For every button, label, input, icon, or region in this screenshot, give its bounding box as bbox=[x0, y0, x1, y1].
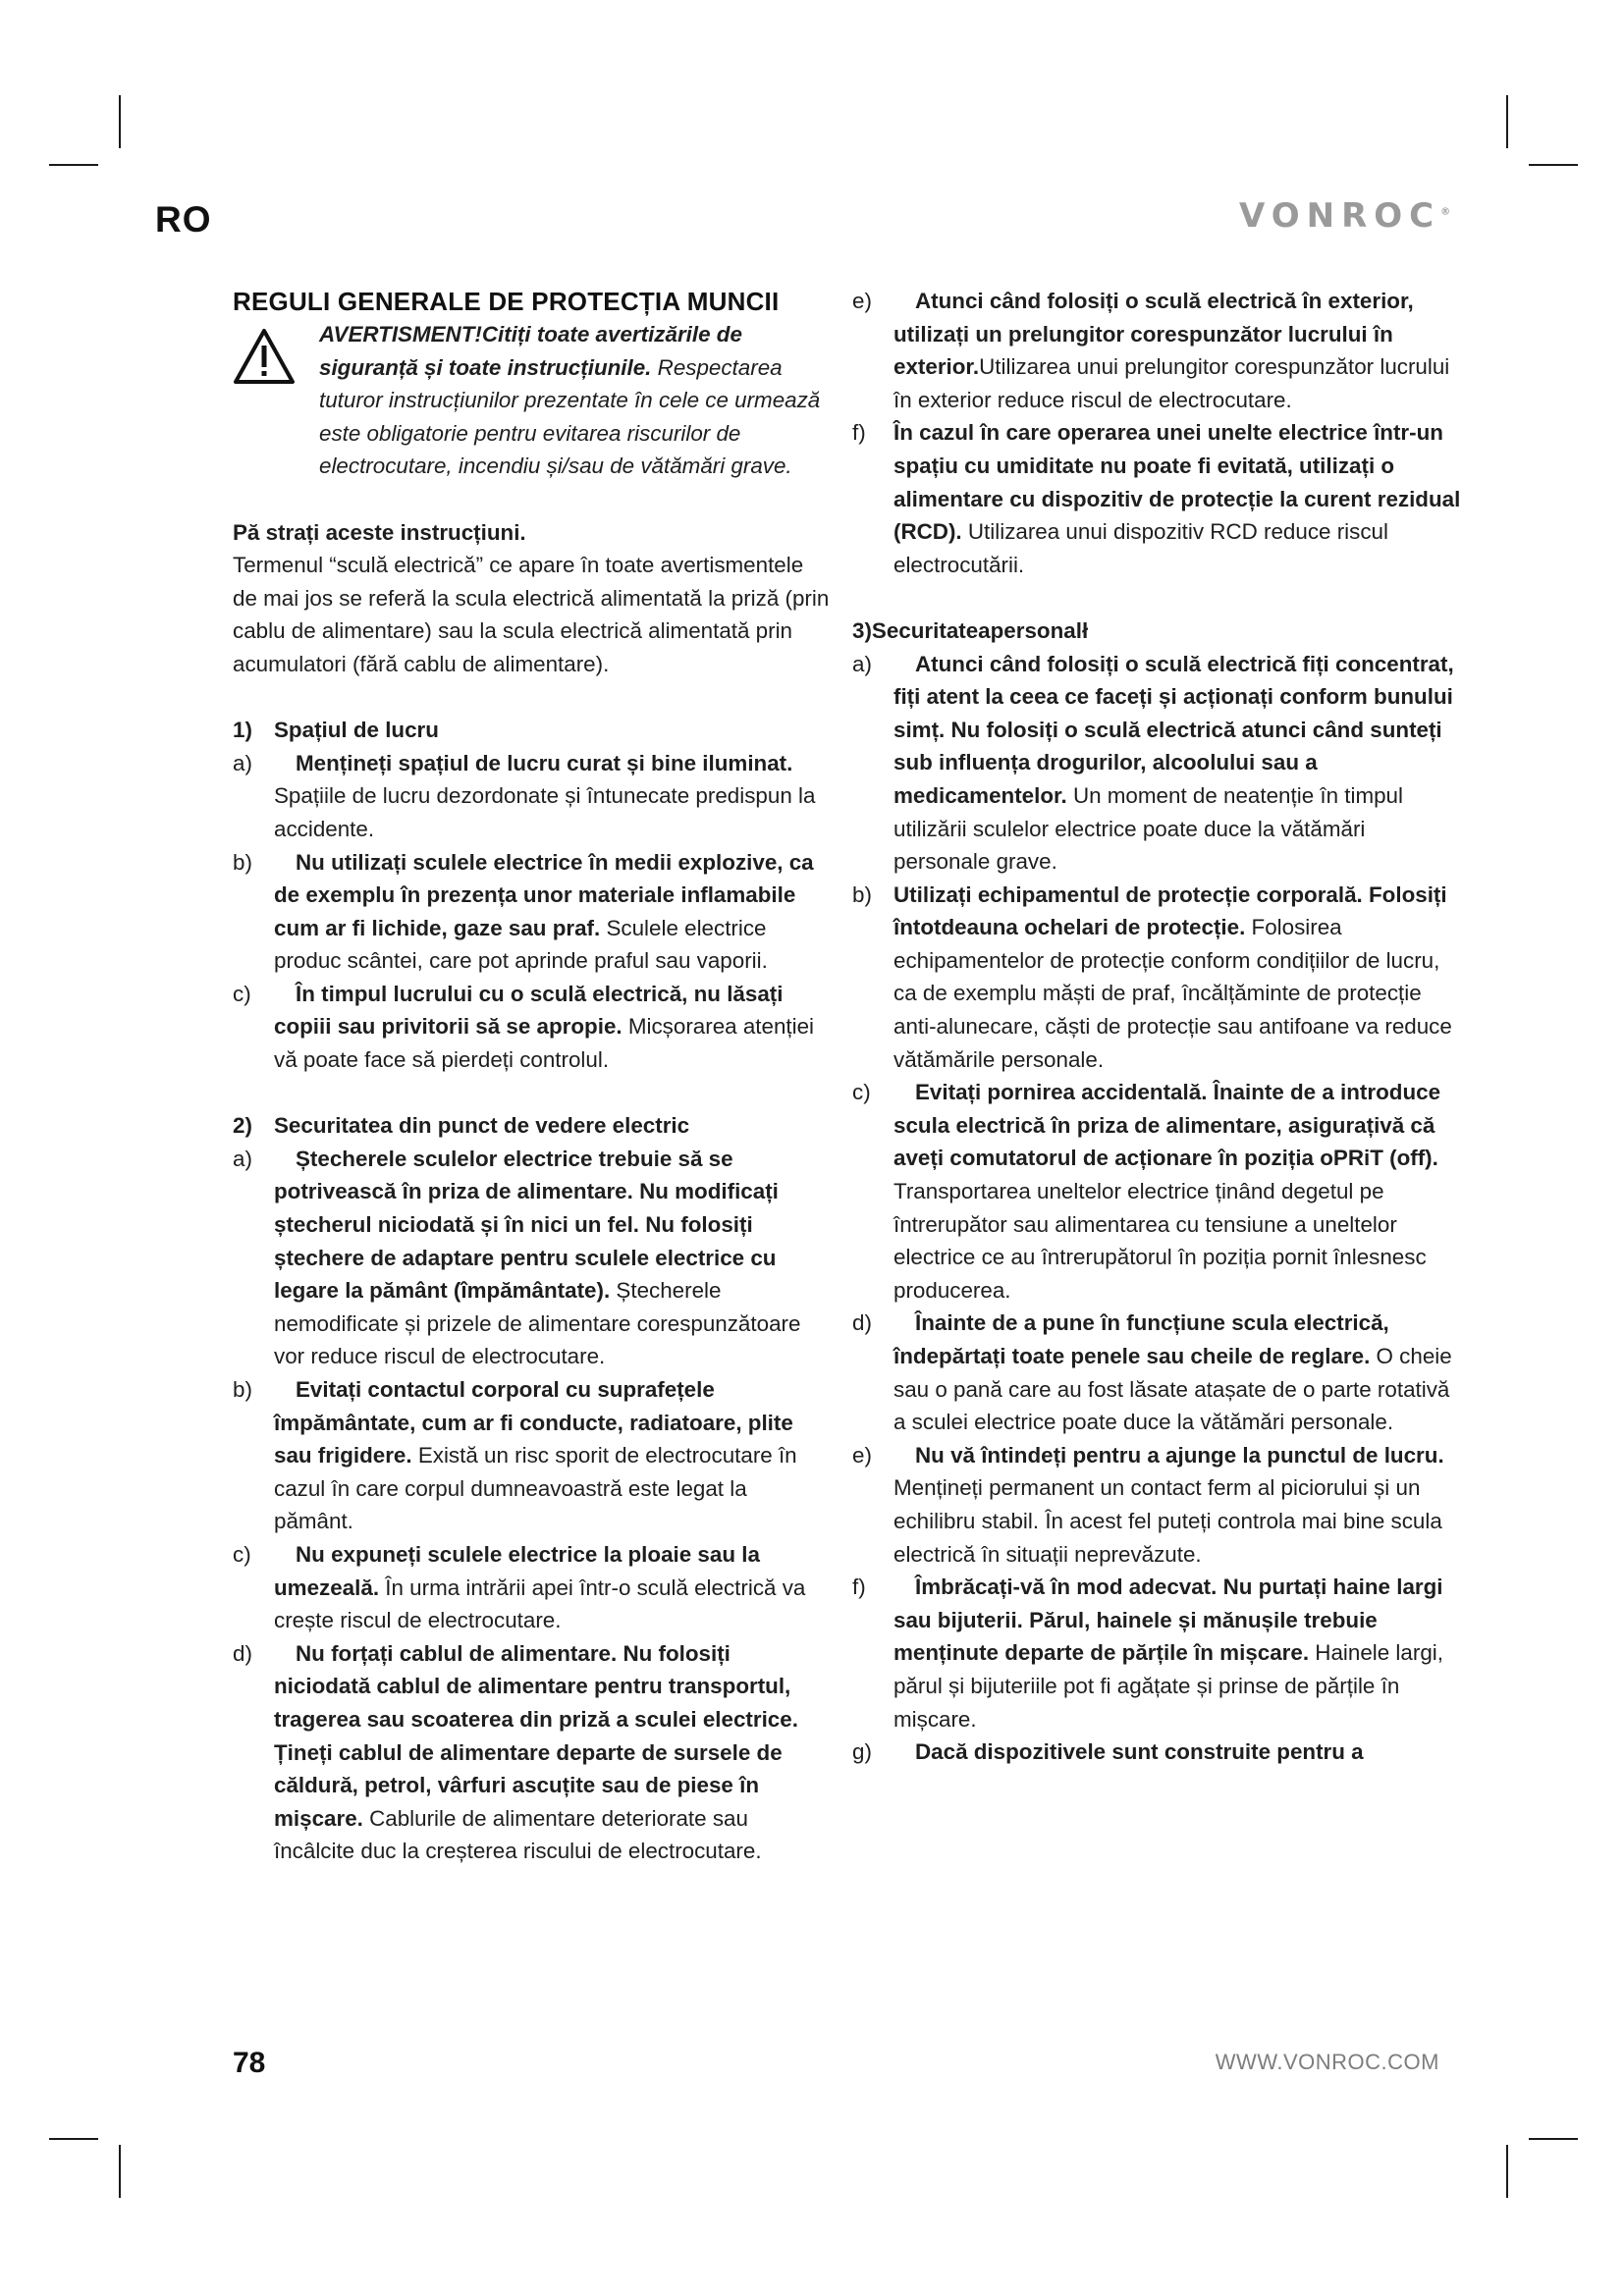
list-item bbox=[233, 1373, 832, 1538]
item-label: b) bbox=[852, 881, 872, 907]
page-number: 78 bbox=[233, 2047, 266, 2079]
list-item bbox=[852, 879, 1461, 1077]
item-text: Micșorarea atenției vă poate face să pierdeți controlul. bbox=[274, 1014, 815, 1073]
warning-block bbox=[233, 318, 832, 483]
warning-triangle-icon bbox=[233, 328, 296, 385]
crop-mark bbox=[1506, 95, 1508, 148]
section-2-heading bbox=[233, 1109, 832, 1143]
item-bold: Atunci când folosiți o sculă electrică fiți concentrat, fiți atent la ceea ce faceți și acționați conform bunului simț. Nu folosiți o sculă electrică atunci când sunteți sub influența drogurilor, alcoolului sau a medicamentelor. bbox=[893, 651, 1454, 808]
list-item bbox=[852, 648, 1461, 879]
item-bold: Mențineți spațiul de lucru curat și bine iluminat. bbox=[296, 750, 793, 775]
crop-mark bbox=[1529, 2138, 1578, 2140]
section-number: 2) bbox=[233, 1113, 252, 1139]
item-bold: Nu vă întindeți pentru a ajunge la punctul de lucru. bbox=[915, 1442, 1444, 1468]
item-text: O cheie sau o pană care au fost lăsate atașate de o parte rotativă a sculei electrice poate duce la vătămări personale. bbox=[893, 1344, 1452, 1435]
list-item bbox=[233, 846, 832, 978]
item-text: Un moment de neatenție în timpul utilizării sculelor electrice poate duce la vătămări personale grave. bbox=[893, 782, 1403, 875]
item-bold: Nu expuneți sculele electrice la ploaie sau la umezeală. bbox=[274, 1541, 760, 1600]
item-text: Transportarea uneltelor electrice ținând degetul pe întrerupător sau alimentarea cu tensiune a uneltelor electrice ce au întrerupătorul în poziția pornit înlesnesc producerea. bbox=[893, 1179, 1427, 1303]
item-text: Utilizarea unui prelungitor corespunzător lucrului în exterior reduce riscul de electrocutare. bbox=[893, 354, 1450, 412]
list-item bbox=[233, 1637, 832, 1868]
warning-body: Respectarea tuturor instrucțiunilor prezentate în cele ce urmează este obligatorie pentru evitarea riscurilor de electrocutare, incendiu și/sau de vătămări grave. bbox=[319, 354, 821, 479]
item-bold: Evitați pornirea accidentală. Înainte de a introduce scula electrică în priza de alimentare, asigurațivă că aveți comutatorul de acționare în poziția oPRiT (off). bbox=[893, 1080, 1441, 1171]
crop-mark bbox=[49, 164, 98, 166]
item-label: d) bbox=[233, 1640, 252, 1666]
item-label: a) bbox=[233, 1146, 252, 1171]
keep-instructions-heading: Pă strați aceste instrucțiuni. bbox=[233, 519, 526, 545]
item-label: a) bbox=[233, 750, 252, 775]
list-item bbox=[852, 285, 1461, 416]
crop-mark bbox=[119, 95, 121, 148]
section-number: 1) bbox=[233, 718, 252, 743]
crop-mark bbox=[1529, 164, 1578, 166]
item-label: e) bbox=[852, 1442, 872, 1468]
item-label: c) bbox=[233, 981, 251, 1006]
item-label: c) bbox=[233, 1541, 251, 1567]
item-bold: Evitați contactul corporal cu suprafețele împământate, cum ar fi conducte, radiatoare, plite sau frigidere. bbox=[274, 1377, 793, 1468]
warning-text bbox=[319, 318, 832, 483]
section-1-heading bbox=[233, 714, 832, 747]
item-text: Utilizarea unui dispozitiv RCD reduce riscul electrocutării. bbox=[893, 519, 1388, 577]
item-text: Cablurile de alimentare deteriorate sau încâlcite duc la creșterea riscului de electrocutare. bbox=[274, 1805, 762, 1864]
section-title: Securitatea din punct de vedere electric bbox=[274, 1113, 690, 1139]
brand-name: VONROC bbox=[1239, 196, 1441, 236]
item-label: b) bbox=[233, 1377, 252, 1402]
list-item bbox=[852, 1735, 1461, 1769]
item-label: g) bbox=[852, 1739, 872, 1765]
item-text: Există un risc sporit de electrocutare în cazul în care corpul dumneavoastră este legat la pământ. bbox=[274, 1443, 797, 1534]
item-text: Sculele electrice produc scântei, care pot aprinde praful sau vaporii. bbox=[274, 915, 768, 974]
item-bold: În timpul lucrului cu o sculă electrică, nu lăsați copiii sau privitorii să se apropie. bbox=[274, 981, 784, 1040]
item-bold: În cazul în care operarea unei unelte electrice într-un spațiu cu umiditate nu poate fi evitată, utilizați o alimentare cu dispozitiv de protecție la curent rezidual (RCD). bbox=[893, 420, 1461, 545]
list-item bbox=[233, 1538, 832, 1637]
list-item bbox=[233, 978, 832, 1077]
warning-bold: AVERTISMENT!Citiți toate avertizările de siguranță și toate instrucțiunile. bbox=[319, 322, 742, 380]
left-column bbox=[233, 285, 832, 1868]
item-text: Folosirea echipamentelor de protecție conform condițiilor de lucru, ca de exemplu măști de praf, încălțăminte de protecție anti-alunecare, căști de protecție sau antifoane va reduce vătămările personale. bbox=[893, 915, 1452, 1072]
crop-mark bbox=[119, 2145, 121, 2198]
list-item bbox=[233, 1143, 832, 1373]
section-3-heading: 3)Securitateapersonalł bbox=[852, 617, 1089, 643]
item-label: d) bbox=[852, 1310, 872, 1336]
item-label: f) bbox=[852, 1575, 866, 1600]
section-title: Spațiul de lucru bbox=[274, 718, 439, 743]
item-bold: Ștecherele sculelor electrice trebuie să se potrivească în priza de alimentare. Nu modificați ștecherul niciodată și în nici un fel. Nu folosiți ștechere de adaptare pentru sculele electrice cu legare la pământ (împământate). bbox=[274, 1146, 779, 1304]
page-title: REGULI GENERALE DE PROTECȚIA MUNCII bbox=[233, 287, 780, 316]
right-column bbox=[852, 285, 1461, 1769]
item-label: a) bbox=[852, 651, 872, 676]
list-item bbox=[852, 1571, 1461, 1735]
item-bold: Îmbrăcați-vă în mod adecvat. Nu purtați haine largi sau bijuterii. Părul, hainele și mănușile trebuie menținute departe de părțile în mișcare. bbox=[893, 1575, 1443, 1666]
item-bold: Dacă dispozitivele sunt construite pentru a bbox=[915, 1739, 1364, 1765]
item-bold: Nu utilizați sculele electrice în medii explozive, ca de exemplu în prezența unor materiale inflamabile cum ar fi lichide, gaze sau praf. bbox=[274, 849, 814, 940]
list-item bbox=[852, 1439, 1461, 1571]
item-bold: Înainte de a pune în funcțiune scula electrică, îndepărtați toate penele sau cheile de reglare. bbox=[893, 1310, 1389, 1368]
item-text: Ștecherele nemodificate și prizele de alimentare corespunzătoare vor reduce riscul de electrocutare. bbox=[274, 1278, 801, 1369]
item-bold: Utilizați echipamentul de protecție corporală. Folosiți întotdeauna ochelari de protecție. bbox=[893, 881, 1447, 940]
list-item bbox=[852, 416, 1461, 581]
item-label: b) bbox=[233, 849, 252, 875]
item-bold: Nu forțați cablul de alimentare. Nu folosiți niciodată cablul de alimentare pentru transportul, tragerea sau scoaterea din priză a sculei electrice. Țineți cablul de alimentare departe de sursele de căldură, petrol, vârfuri ascuțite sau de piese în mișcare. bbox=[274, 1640, 798, 1831]
language-code: RO bbox=[155, 199, 212, 240]
item-bold: Atunci când folosiți o sculă electrică în exterior, utilizați un prelungitor corespunzător lucrului în exterior. bbox=[893, 289, 1414, 380]
item-label: c) bbox=[852, 1080, 871, 1105]
intro-paragraph: Termenul “sculă electrică” ce apare în toate avertismentele de mai jos se referă la scula electrică alimentată la priză (prin cablu de alimentare) sau la scula electrică alimentată prin acumulatori (fără cablu de alimentare). bbox=[233, 553, 830, 676]
brand-mark: ® bbox=[1440, 206, 1451, 218]
list-item bbox=[233, 747, 832, 846]
item-label: f) bbox=[852, 420, 866, 446]
website-link[interactable]: WWW.VONROC.COM bbox=[1215, 2050, 1439, 2074]
item-text: Hainele largi, părul și bijuteriile pot fi agățate și prinse de părțile în mișcare. bbox=[893, 1640, 1443, 1732]
item-label: e) bbox=[852, 289, 872, 313]
brand-logo bbox=[1239, 196, 1450, 236]
crop-mark bbox=[1506, 2145, 1508, 2198]
list-item bbox=[852, 1076, 1461, 1307]
crop-mark bbox=[49, 2138, 98, 2140]
item-text: Mențineți permanent un contact ferm al piciorului și un echilibru stabil. În acest fel puteți controla mai bine scula electrică în situații neprevăzute. bbox=[893, 1475, 1442, 1567]
list-item bbox=[852, 1307, 1461, 1438]
item-text: Spațiile de lucru dezordonate și întunecate predispun la accidente. bbox=[274, 783, 816, 841]
item-text: În urma intrării apei într-o sculă electrică va crește riscul de electrocutare. bbox=[274, 1575, 806, 1633]
